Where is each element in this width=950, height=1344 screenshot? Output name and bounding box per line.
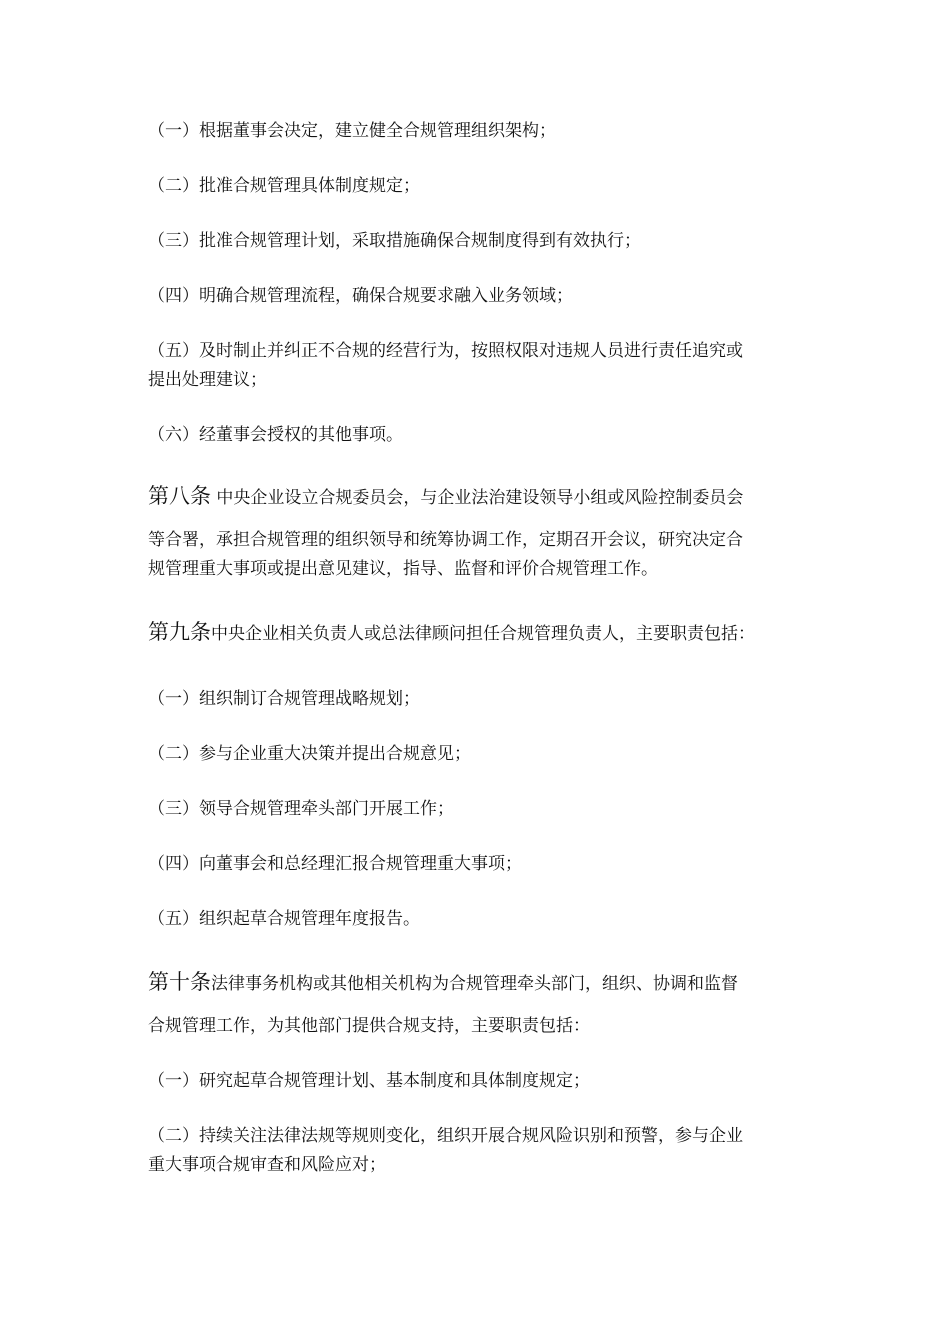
- article-10-line1: [148, 967, 818, 999]
- clause-9-2: （二）参与企业重大决策并提出合规意见；: [148, 744, 471, 764]
- clause-7-6: （六）经董事会授权的其他事项。: [148, 425, 403, 445]
- clause-9-4: （四）向董事会和总经理汇报合规管理重大事项；: [148, 854, 522, 874]
- clause-9-5: （五）组织起草合规管理年度报告。: [148, 909, 420, 929]
- clause-7-4: （四）明确合规管理流程，确保合规要求融入业务领域；: [148, 286, 573, 306]
- article-8-heading: 第八条: [148, 484, 211, 508]
- clause-9-1: （一）组织制订合规管理战略规划；: [148, 689, 420, 709]
- clause-7-5-line1: （五）及时制止并纠正不合规的经营行为，按照权限对违规人员进行责任追究或: [148, 341, 743, 361]
- clause-7-5-line2: 提出处理建议；: [148, 370, 267, 390]
- clause-10-2-line1: （二）持续关注法律法规等规则变化，组织开展合规风险识别和预警，参与企业: [148, 1126, 743, 1146]
- article-10-text: 法律事务机构或其他相关机构为合规管理牵头部门，组织、协调和监督: [211, 974, 738, 994]
- article-8-line2: 等合署，承担合规管理的组织领导和统筹协调工作，定期召开会议，研究决定合: [148, 530, 743, 550]
- clause-7-1: （一）根据董事会决定，建立健全合规管理组织架构；: [148, 121, 556, 141]
- article-9-heading: 第九条: [148, 620, 211, 644]
- article-8-line3: 规管理重大事项或提出意见建议，指导、监督和评价合规管理工作。: [148, 559, 658, 579]
- article-9-text: 中央企业相关负责人或总法律顾问担任合规管理负责人，主要职责包括：: [211, 624, 755, 644]
- article-8-text: 中央企业设立合规委员会，与企业法治建设领导小组或风险控制委员会: [216, 488, 744, 508]
- clause-10-2-line2: 重大事项合规审查和风险应对；: [148, 1155, 386, 1175]
- article-9-line1: [148, 617, 818, 649]
- clause-10-1: （一）研究起草合规管理计划、基本制度和具体制度规定；: [148, 1071, 590, 1091]
- article-8-line1: [148, 481, 818, 513]
- article-10-line2: 合规管理工作，为其他部门提供合规支持，主要职责包括：: [148, 1016, 590, 1036]
- clause-7-2: （二）批准合规管理具体制度规定；: [148, 176, 420, 196]
- article-10-heading: 第十条: [148, 970, 211, 994]
- clause-7-3: （三）批准合规管理计划，采取措施确保合规制度得到有效执行；: [148, 231, 641, 251]
- clause-9-3: （三）领导合规管理牵头部门开展工作；: [148, 799, 454, 819]
